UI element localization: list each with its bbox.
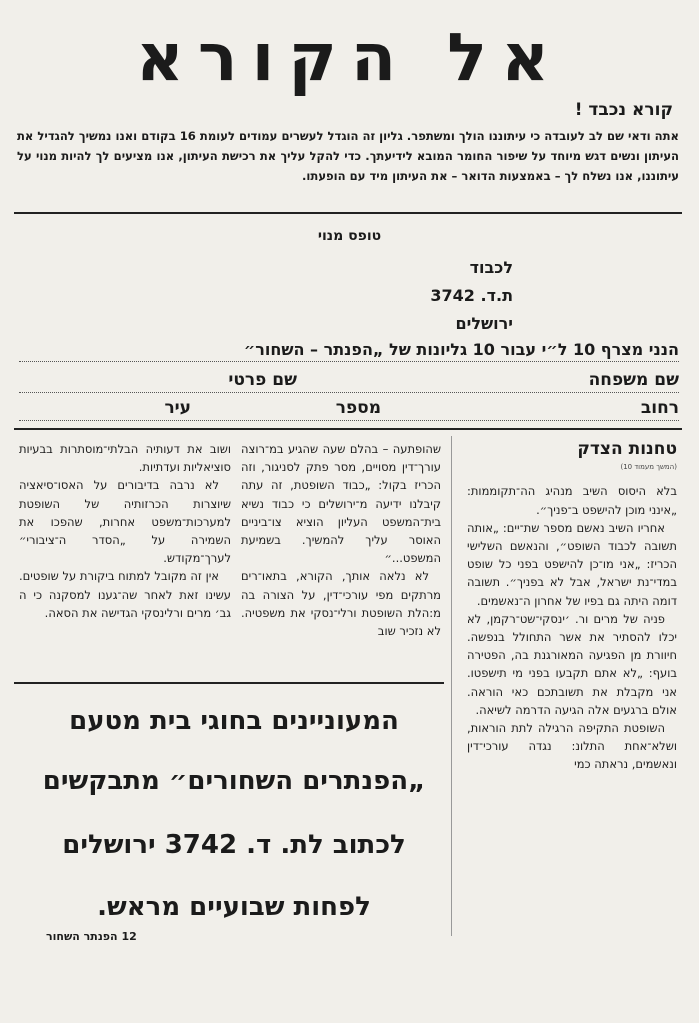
ad-line-4: לפחות שבועיים מראש. xyxy=(97,892,371,922)
paragraph: אין זה מקובל למתוח ביקורת על שופטים. עשינו זאת לאחר שה־גענו למסקנה כי ה גב׳ מרים ורלינסקי הגדישה את הסאה. xyxy=(19,569,231,620)
ad-line-2: „הפנתרים השחורים״ מתבקשים xyxy=(42,766,426,796)
form-request: הנני מצרף 10 ל״י עבור 10 גליונות של „הפנתר – השחור״ xyxy=(19,340,679,362)
paragraph: בלא היסוס השיב מנהיג הה־תקוממות: „אינני מוכן להישפט ב־פניך״. xyxy=(467,484,677,517)
paragraph: לא נלאה אותך, הקורא, בתאו־רים מרתקים מפי עורכי־דין, על הצורה בה מ:הלת השופטת ורלי־נסקי את משפטיה. לא נזכיר שוב xyxy=(241,569,441,639)
town-label: עיר xyxy=(164,398,191,418)
form-city: ירושלים xyxy=(455,314,513,333)
family-name-label: שם משפחה xyxy=(588,370,679,390)
continued-note: (המשך מעמוד 10) xyxy=(620,463,677,472)
divider xyxy=(14,682,444,684)
divider xyxy=(14,428,682,430)
column-rule xyxy=(451,436,452,936)
page-title: אל הקורא xyxy=(135,19,564,96)
number-label: מספר xyxy=(335,398,381,418)
street-label: רחוב xyxy=(640,398,679,418)
form-title: טופס מנוי xyxy=(317,228,382,244)
article-title: טחנות הצדק xyxy=(577,439,677,459)
greeting: קורא נכבד ! xyxy=(574,100,673,120)
article-column-2 xyxy=(241,440,441,640)
form-address-to: לכבוד xyxy=(469,258,513,277)
first-name-label: שם פרטי xyxy=(228,370,297,390)
name-field-row[interactable] xyxy=(19,370,679,393)
paragraph: אחריו השיב נאשם מספר שת־יים: „אותה תשובה לכבוד השופט״, והנאשם השלישי הכריז: „אני מו־כן להישפט בפני כל שופט במדי־נת ישראל, אבל לא בפניך״. תשובה דומה היתה גם בפיו של אחרון ה־נאשמים. xyxy=(467,520,677,608)
paragraph: לא נרבה בדיבורים על האסו־סיאציה שיוצרות הכרזותיה של השופטת למערכות־משפט אחרות, שהפכו את השמירה על „הסדר ה־ציבורי״ לערך־מקודש. xyxy=(19,478,231,566)
paragraph: פניה של מרים ור. ׳ינסקי־שט־רקמן, לא יכלו להסתיר את אשר התחולל בנפשה. חיוורת מן הפגיעה המאורגנת בה, הפטירה בועף: „לא אתם תקבעו בפני מי תישפטו. אני מקבלת את תשובתכם כאי הוראה. אולם ברגעים אלה הגיעה הדרמה לשיאה. xyxy=(467,611,677,717)
intro-paragraph: אתה ודאי שם לב לעובדה כי עיתוננו הולך ומשתפר. גליון זה הוגדל לעשרים עמודים לעומת 16 בקודם ואנו נמשיך להגדיל את העיתון ונשים דגש מיוחד על שיפור החומר המובא לידיעתך. כדי להקל עליך את רכישת העיתון, אנו מציעים לך להיות מנוי על עיתוננו, אנו נשלח לך – באמצעות הדואר – את העיתון מיד עם הופעתו. xyxy=(17,129,680,183)
paragraph: ושוב את דעותיה הבלתי־מוסתרות בבעיות סוציאליות ועדתיות. xyxy=(19,442,231,475)
divider xyxy=(14,212,682,214)
article-column-3 xyxy=(19,440,231,622)
form-po-box: ת.ד. 3742 xyxy=(430,286,513,305)
article-column-1 xyxy=(467,440,677,774)
paragraph: השופטת התקיפה הרגילה לתת הוראות, ושלא־אחת התלונ: נגדה עורכי־דין ונאשמים, נראתה כמי xyxy=(467,721,677,772)
address-field-row[interactable] xyxy=(19,398,679,421)
ad-line-3: לכתוב לת. ד. 3742 ירושלים xyxy=(62,830,406,860)
ad-line-1: המעוניינים בחוגי בית מטעם xyxy=(69,706,399,736)
paragraph: שהופתעה – בהלם שעה שהגיע במ־רוצה עורך־דין מסויים, מסר פתק לסניגור, וזה הכריז בקול: „כבוד השופטת, זה עתה קיבלנו ידיעה מ־ירושלים כי כבוד נשיא בית־המשפט העליון הוציא צו־ביניים האוסר עליך להמשיך. בשמיעת המשפט...״ xyxy=(241,442,441,566)
page-footer: 12 הפנתר השחור xyxy=(46,930,137,943)
